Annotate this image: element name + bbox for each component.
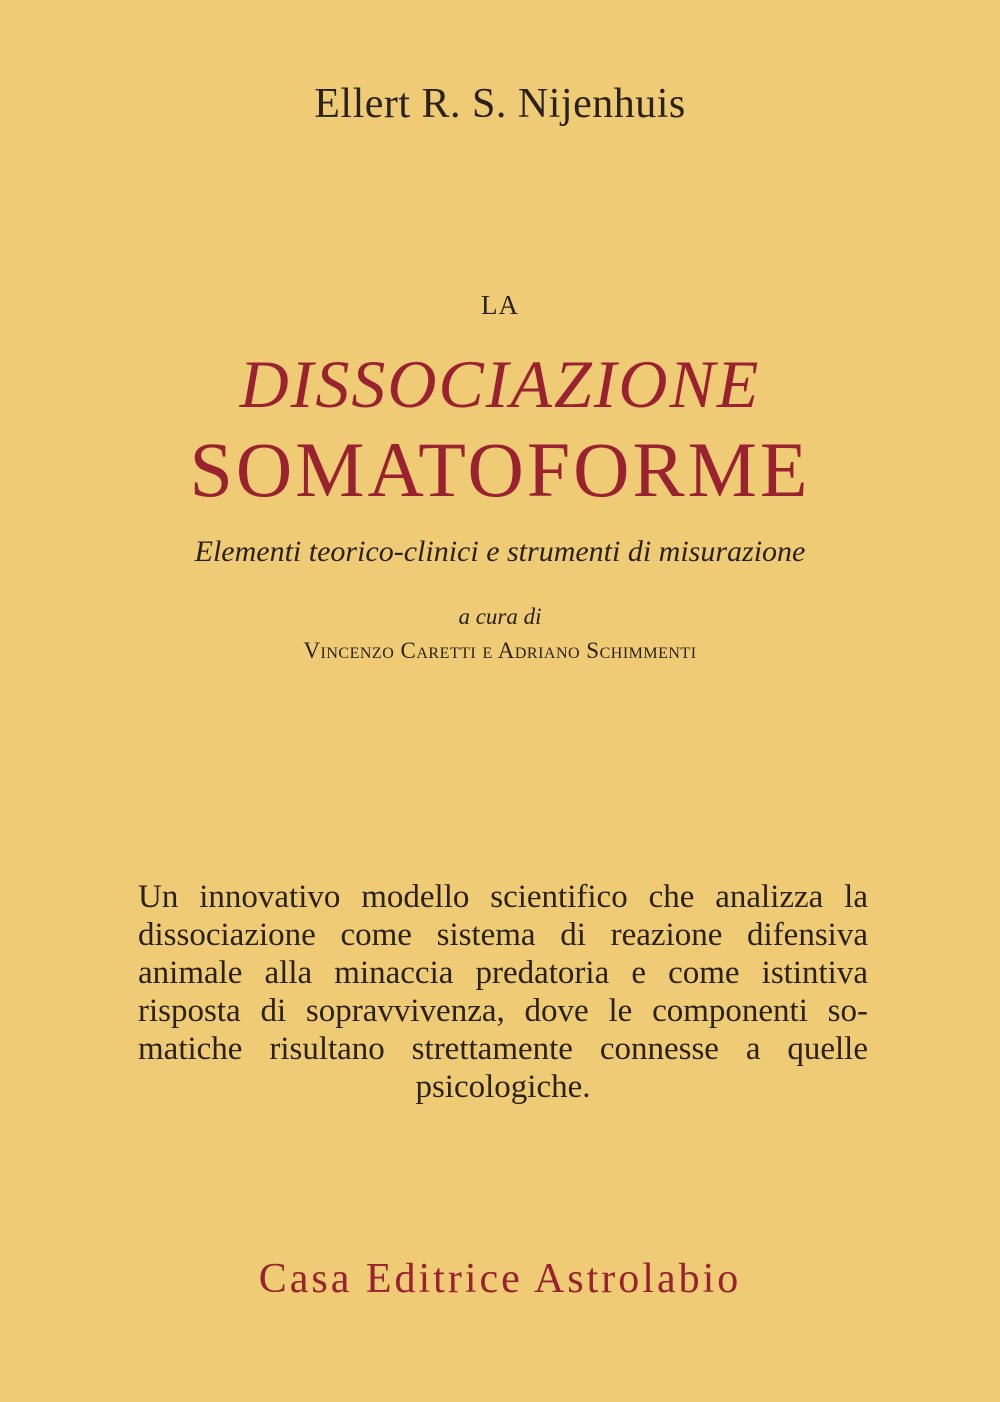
blurb-line: Un innovativo modello scientifico che analizza la <box>138 879 868 915</box>
curated-by-label: a cura di <box>458 604 542 629</box>
editors-names: Vincenzo Caretti e Adriano Schimmenti <box>303 638 697 663</box>
blurb-line: animale alla minaccia predatoria e come istintiva <box>138 955 868 991</box>
book-title-line-2: SOMATOFORME <box>189 426 811 513</box>
blurb-line: risposta di sopravvivenza, dove le componenti so- <box>138 993 868 1029</box>
blurb-line: matiche risultano strettamente connesse a quelle <box>138 1031 868 1067</box>
title-article: LA <box>481 290 519 320</box>
book-title-line-1: DISSOCIAZIONE <box>239 346 761 422</box>
book-subtitle: Elementi teorico-clinici e strumenti di misurazione <box>194 535 806 568</box>
blurb-line: psicologiche. <box>415 1069 591 1105</box>
author-name: Ellert R. S. Nijenhuis <box>314 81 686 127</box>
publisher-name: Casa Editrice Astrolabio <box>258 1256 742 1302</box>
cover-blurb <box>138 878 868 1106</box>
blurb-line: dissociazione come sistema di reazione difensiva <box>138 917 868 953</box>
